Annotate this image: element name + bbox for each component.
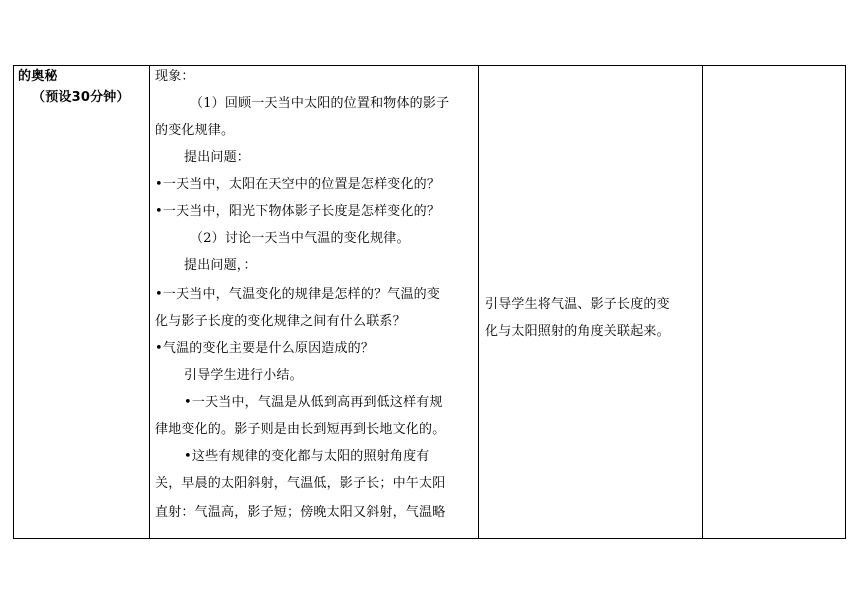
text-line: 化与太阳照射的角度关联起来。 bbox=[485, 324, 670, 339]
text-line: 关，早晨的太阳斜射，气温低，影子长；中午太阳 bbox=[155, 476, 446, 491]
bullet-line: •一天当中，阳光下物体影子长度是怎样变化的？ bbox=[155, 204, 441, 219]
bullet-line: •一天当中，太阳在天空中的位置是怎样变化的？ bbox=[155, 177, 441, 192]
column-divider bbox=[702, 65, 703, 539]
text-line: 现象： bbox=[155, 69, 195, 84]
text-line: （2）讨论一天当中气温的变化规律。 bbox=[190, 231, 410, 246]
text-line: （1）回顾一天当中太阳的位置和物体的影子 bbox=[190, 96, 450, 111]
text-line: 提出问题： bbox=[184, 150, 251, 165]
bullet-line: •这些有规律的变化都与太阳的照射角度有 bbox=[184, 449, 430, 464]
column-divider bbox=[149, 65, 150, 539]
bullet-line: •一天当中，气温变化的规律是怎样的？气温的变 bbox=[155, 287, 441, 302]
text-line: 的变化规律。 bbox=[155, 123, 235, 138]
duration-note: （预设30分钟） bbox=[32, 90, 130, 105]
bullet-line: •气温的变化主要是什么原因造成的？ bbox=[155, 341, 375, 356]
text-line: 化与影子长度的变化规律之间有什么联系？ bbox=[155, 314, 406, 329]
text-line: 引导学生进行小结。 bbox=[184, 368, 303, 383]
bullet-line: •一天当中，气温是从低到高再到低这样有规 bbox=[184, 395, 443, 410]
text-line: 引导学生将气温、影子长度的变 bbox=[485, 297, 670, 312]
column-divider bbox=[478, 65, 479, 539]
text-line: 律地变化的。影子则是由长到短再到长地文化的。 bbox=[155, 422, 446, 437]
text-line: 提出问题，： bbox=[184, 258, 257, 273]
text-line: 直射：气温高，影子短；傍晚太阳又斜射，气温略 bbox=[155, 505, 446, 520]
stage-title: 的奥秘 bbox=[18, 69, 58, 84]
